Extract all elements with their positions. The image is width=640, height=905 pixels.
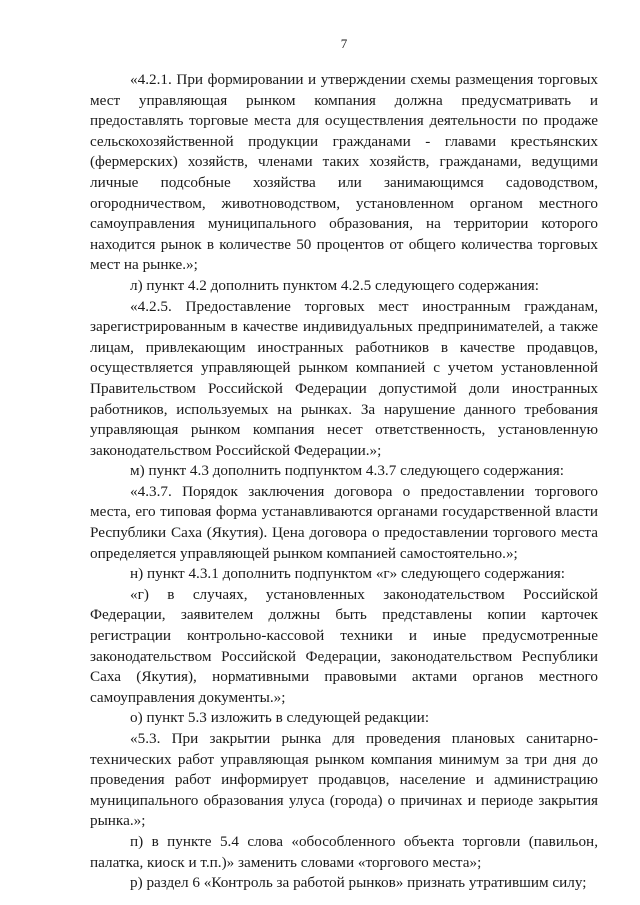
- paragraph-5-3: «5.3. При закрытии рынка для проведения плановых санитарно-технических работ управляющая рынком компания минимум за три дня до проведения работ информирует продавцов, население и администрацию муниципального образования улуса (города) о причинах и периоде закрытия рынка.»;: [90, 730, 598, 830]
- paragraph-subpoint-g: «г) в случаях, установленных законодательством Российской Федерации, заявителем должны быть представлены копии карточек регистрации контрольно-кассовой техники и иные предусмотренные законодательством Российской Федерации, законодательством Республики Саха (Якутия), нормативными правовыми актами органов местного самоуправления документы.»;: [90, 585, 598, 706]
- paragraph-amend-n: н) пункт 4.3.1 дополнить подпунктом «г» следующего содержания:: [130, 565, 565, 583]
- document-page: [90, 36, 598, 894]
- page-number: 7: [340, 36, 348, 51]
- paragraph-4-2-5: «4.2.5. Предоставление торговых мест иностранным гражданам, зарегистрированным в качестве индивидуальных предпринимателей, а также лицам, привлекающим иностранных работников в качестве продавцов, осуществляется управляющей рынком компанией с учетом установленной Правительством Российской Федерации допустимой доли иностранных работников, используемых на рынках. За нарушение данного требования управляющая рынком компания несет ответственность, установленную законодательством Российской Федерации.»;: [90, 297, 598, 459]
- paragraph-4-3-7: «4.3.7. Порядок заключения договора о предоставлении торгового места, его типовая форма устанавливаются органами государственной власти Республики Саха (Якутия). Цена договора о предоставлении торгового места определяется управляющей рынком компанией самостоятельно.»;: [90, 482, 598, 562]
- paragraph-amend-r: р) раздел 6 «Контроль за работой рынков» признать утратившим силу;: [130, 874, 587, 892]
- paragraph-amend-o: о) пункт 5.3 изложить в следующей редакции:: [130, 709, 430, 727]
- paragraph-amend-m: м) пункт 4.3 дополнить подпунктом 4.3.7 следующего содержания:: [130, 462, 564, 480]
- paragraph-amend-p: п) в пункте 5.4 слова «обособленного объекта торговли (павильон, палатка, киоск и т.п.)» заменить словами «торгового места»;: [90, 832, 598, 871]
- paragraph-4-2-1: «4.2.1. При формировании и утверждении схемы размещения торговых мест управляющая рынком компания должна предусматривать и предоставлять торговые места для осуществления деятельности по продаже сельскохозяйственной продукции гражданами - главами крестьянских (фермерских) хозяйств, членами таких хозяйств, гражданами, ведущими личные подсобные хозяйства или занимающимся садоводством, огородничеством, животноводством, установленном органом местного самоуправления муниципального образования, на территории которого находится рынок в количестве 50 процентов от общего количества торговых мест на рынке.»;: [90, 71, 598, 274]
- paragraph-amend-l: л) пункт 4.2 дополнить пунктом 4.2.5 следующего содержания:: [130, 276, 539, 294]
